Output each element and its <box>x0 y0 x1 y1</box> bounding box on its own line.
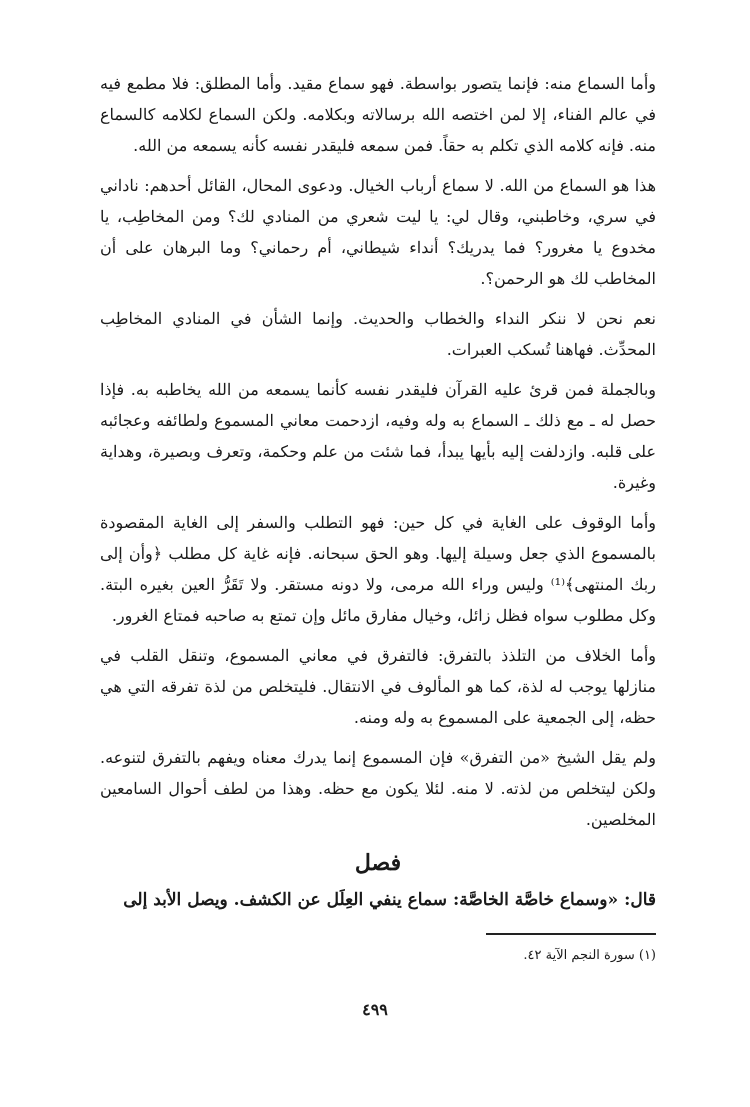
section-heading: فصل <box>354 850 402 876</box>
footnote: (١) سورة النجم الآية ٤٢. <box>523 948 656 963</box>
paragraph-5: وأما الوقوف على الغاية في كل حين: فهو التطلب والسفر إلى الغاية المقصودة بالمسموع الذي جعل وسيلة إليها. وهو الحق سبحانه. فإنه غاية كل مطلب ﴿وأن إلى ربك المنتهى﴾⁽¹⁾ وليس وراء الله مرمى، ولا دونه مستقر. ولا تَقَرُّ العين بغيره البتة. وكل مطلوب سواه فظل زائل، وخيال مفارق مائل وإن تمتع به صاحبه فمتاع الغرور. <box>100 513 656 625</box>
paragraph-7: ولم يقل الشيخ «من التفرق» فإن المسموع إنما يدرك معناه ويفهم بالتفرق لتنوعه. ولكن ليتخلص من لذته. لا منه. لئلا يكون مع حظه. وهذا من لطف أحوال السامعين المخلصين. <box>100 748 656 829</box>
paragraph-3: نعم نحن لا ننكر النداء والخطاب والحديث. وإنما الشأن في المنادي المخاطِب المحدِّث. فهاهنا تُسكب العبرات. <box>100 309 656 359</box>
main-text <box>100 68 656 916</box>
page-number: ٤٩٩ <box>362 1000 388 1019</box>
paragraph-1: وأما السماع منه: فإنما يتصور بواسطة. فهو سماع مقيد. وأما المطلق: فلا مطمع فيه في عالم الفناء، إلا لمن اختصه الله برسالاته وبكلامه. ولكن السماع لكلامه كالسماع منه. فإنه كلامه الذي تكلم به حقاً. فمن سمعه فليقدر نفسه كأنه يسمعه من الله. <box>100 74 657 155</box>
quote-line: قال: «وسماع خاصَّة الخاصَّة: سماع ينفي العِلَل عن الكشف. ويصل الأبد إلى <box>123 890 656 910</box>
paragraph-2: هذا هو السماع من الله. لا سماع أرباب الخيال. ودعوى المحال، القائل أحدهم: ناداني في سري، وخاطبني، وقال لي: يا ليت شعري من المنادي لك؟ ومن المخاطِب، يا مخدوع يا مغرور؟ فما يدريك؟ أنداء شيطاني، أم رحماني؟ وما البرهان على أن المخاطب لك هو الرحمن؟. <box>100 176 656 288</box>
paragraph-6: وأما الخلاف من التلذذ بالتفرق: فالتفرق في معاني المسموع، وتنقل القلب في منازلها يوجب له لذة، كما هو المألوف في الانتقال. فليتخلص من لذة تفرقه التي هي حظه، إلى الجمعية على المسموع به وله ومنه. <box>100 646 656 727</box>
footnote-divider <box>486 933 656 935</box>
paragraph-4: وبالجملة فمن قرئ عليه القرآن فليقدر نفسه كأنما يسمعه من الله يخاطبه به. فإذا حصل له ـ مع ذلك ـ السماع به وله وفيه، ازدحمت معاني المسموع ولطائفه وعجائبه على قلبه. وازدلفت إليه بأيها يبدأ، فما شئت من علم وحكمة، وتعرف وبصيرة، وهداية وغيرة. <box>100 380 656 492</box>
